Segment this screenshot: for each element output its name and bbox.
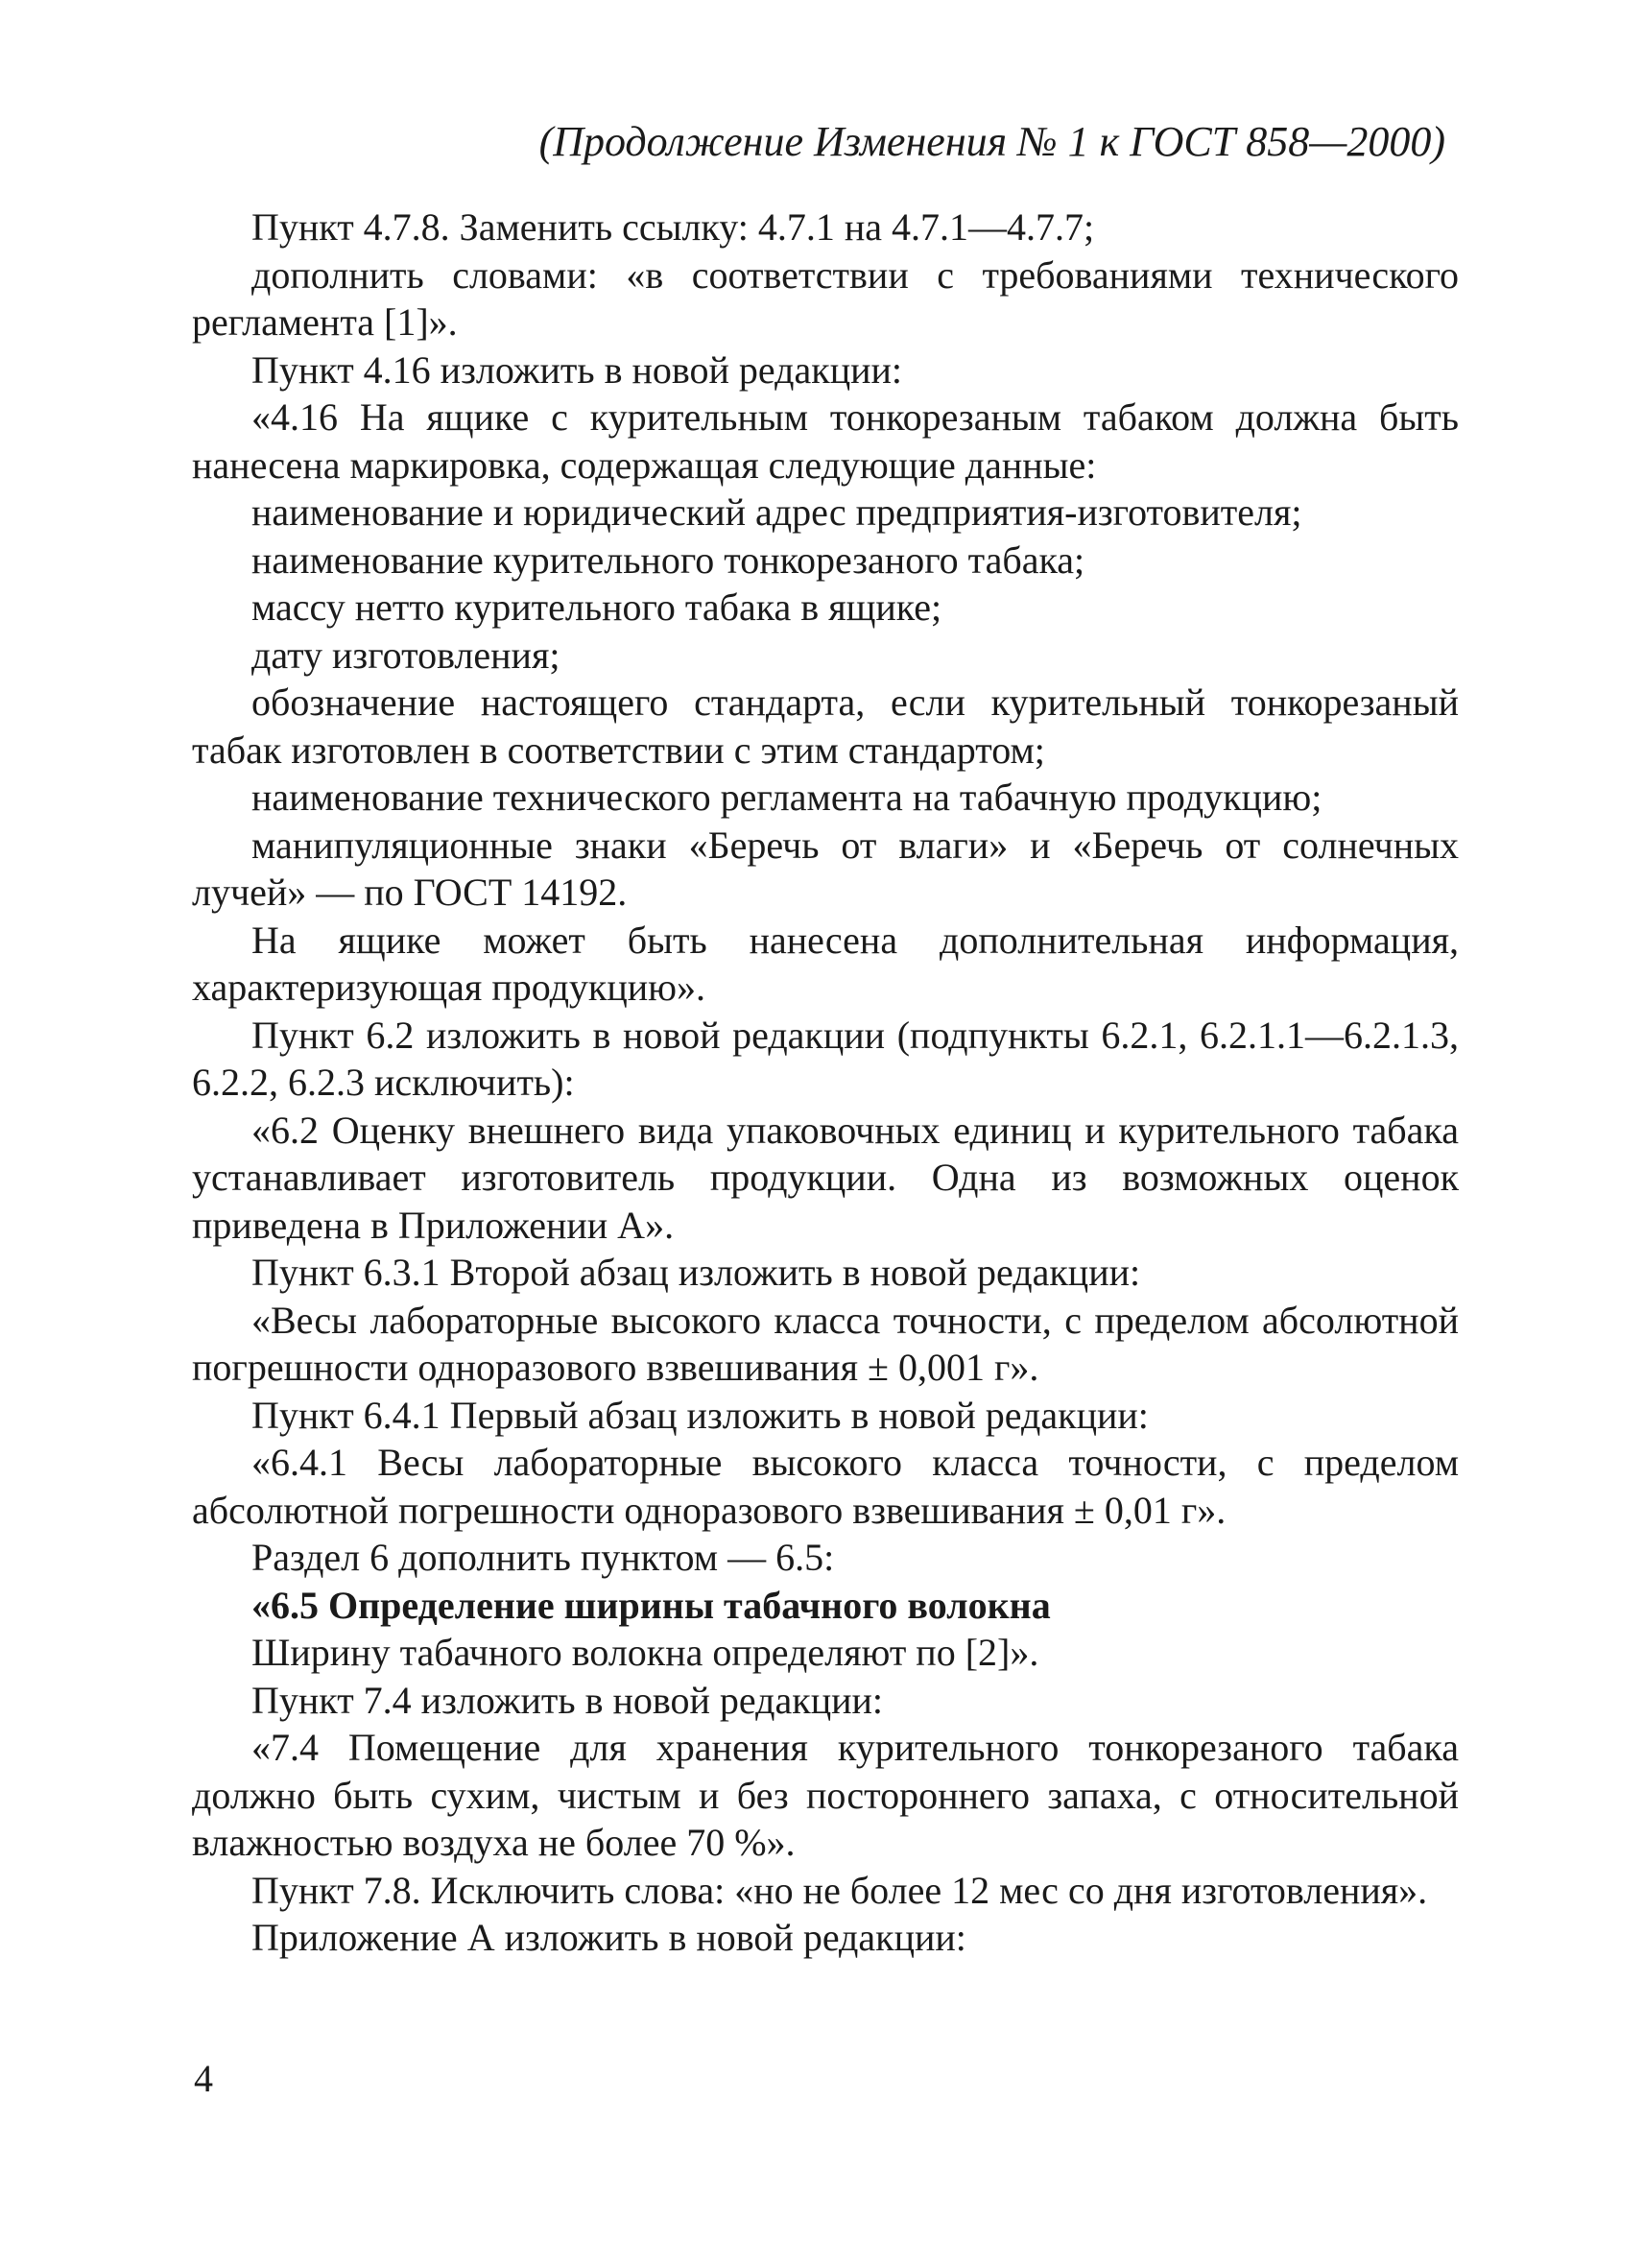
paragraph-16: «Весы лабораторные высокого класса точности, с пределом абсолютной погрешности одноразового взвешивания ± 0,001 г».: [192, 1298, 1459, 1389]
paragraph-12: На ящике может быть нанесена дополнительная информация, характеризующая продукцию».: [192, 918, 1459, 1009]
paragraph-23: «7.4 Помещение для хранения курительного тонкорезаного табака должно быть сухим, чистым и без постороннего запаха, с относительной влажностью воздуха не более 70 %».: [192, 1726, 1459, 1864]
paragraph-9: обозначение настоящего стандарта, если курительный тонкорезаный табак изготовлен в соответствии с этим стандартом;: [192, 680, 1459, 772]
page-number: 4: [194, 2057, 213, 2100]
page-header: (Продолжение Изменения № 1 к ГОСТ 858—2000): [538, 118, 1445, 165]
paragraph-15: Пункт 6.3.1 Второй абзац изложить в новой редакции:: [251, 1251, 1141, 1294]
paragraph-24: Пункт 7.8. Исключить слова: «но не более 12 мес со дня изготовления».: [251, 1868, 1428, 1912]
paragraph-7: массу нетто курительного табака в ящике;: [251, 585, 942, 629]
paragraph-13: Пункт 6.2 изложить в новой редакции (подпункты 6.2.1, 6.2.1.1—6.2.1.3, 6.2.2, 6.2.3 исключить):: [192, 1013, 1459, 1104]
paragraph-3: Пункт 4.16 изложить в новой редакции:: [251, 347, 903, 392]
paragraph-6: наименование курительного тонкорезаного табака;: [251, 537, 1085, 582]
paragraph-25: Приложение А изложить в новой редакции:: [251, 1916, 966, 1959]
paragraph-11: манипуляционные знаки «Беречь от влаги» и «Беречь от солнечных лучей» — по ГОСТ 14192.: [192, 823, 1459, 914]
document-page: [192, 115, 1459, 1962]
paragraph-21: Ширину табачного волокна определяют по [2]».: [251, 1631, 1039, 1674]
paragraph-1: Пункт 4.7.8. Заменить ссылку: 4.7.1 на 4.7.1—4.7.7;: [251, 205, 1095, 249]
paragraph-14: «6.2 Оценку внешнего вида упаковочных единиц и курительного табака устанавливает изготовитель продукции. Одна из возможных оценок приведена в Приложении А».: [192, 1108, 1459, 1247]
paragraph-8: дату изготовления;: [251, 633, 560, 677]
paragraph-17: Пункт 6.4.1 Первый абзац изложить в новой редакции:: [251, 1393, 1149, 1437]
paragraph-19: Раздел 6 дополнить пунктом — 6.5:: [251, 1536, 835, 1579]
section-heading: «6.5 Определение ширины табачного волокна: [251, 1583, 1051, 1627]
paragraph-10: наименование технического регламента на табачную продукцию;: [251, 776, 1322, 819]
paragraph-2: дополнить словами: «в соответствии с требованиями технического регламента [1]».: [192, 252, 1459, 344]
paragraph-18: «6.4.1 Весы лабораторные высокого класса точности, с пределом абсолютной погрешности одноразового взвешивания ± 0,01 г».: [192, 1441, 1459, 1532]
paragraph-22: Пункт 7.4 изложить в новой редакции:: [251, 1678, 884, 1722]
paragraph-4: «4.16 На ящике с курительным тонкорезаным табаком должна быть нанесена маркировка, содержащая следующие данные:: [192, 395, 1459, 487]
paragraph-5: наименование и юридический адрес предприятия-изготовителя;: [251, 490, 1302, 534]
